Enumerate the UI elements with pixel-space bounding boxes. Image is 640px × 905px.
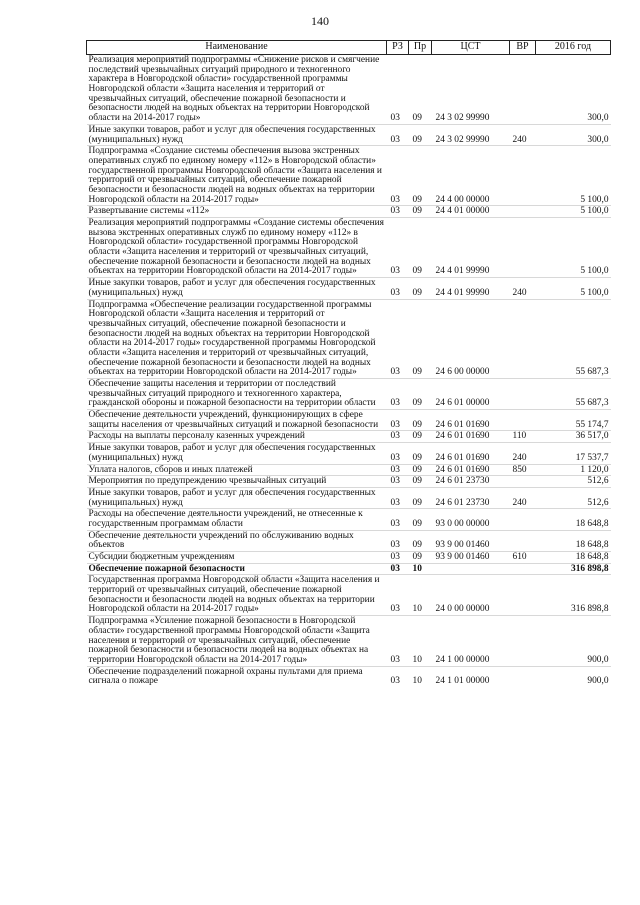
row-cst: 24 4 01 99990 [435,266,490,277]
row-vr: 110 [512,431,527,442]
row-pr: 09 [412,134,422,145]
row-amount: 5 100,0 [580,266,609,277]
row-rz: 03 [390,497,400,508]
table-row [87,55,611,125]
table-row [87,146,611,206]
row-name: Обеспечение подразделений пожарной охраны пультами для приема сигнала о пожаре [88,666,363,687]
row-pr: 10 [412,604,422,615]
row-pr: 09 [412,518,422,529]
row-pr: 10 [412,676,422,687]
row-pr: 09 [412,464,422,475]
row-amount: 5 100,0 [580,206,609,217]
row-cst: 24 6 01 01690 [435,464,490,475]
row-pr: 09 [412,206,422,217]
row-cst: 24 6 01 23730 [435,476,490,487]
row-name: Иные закупки товаров, работ и услуг для обеспечения государственных (муниципальных) нужд [88,278,376,298]
table-row [87,379,611,410]
row-cst: 24 4 01 99990 [435,287,490,298]
row-vr: 610 [512,552,527,562]
row-vr [510,146,536,206]
table-row [87,487,611,508]
row-rz: 03 [390,464,400,475]
row-rz: 03 [390,194,400,205]
row-rz: 03 [390,552,400,562]
row-name: Государственная программа Новгородской области «Защита населения и территорий от чрезвычайных ситуаций, обеспечение пожарной безопасности и безопасности людей на водных объектах на территории Новгородской области на 2014-2017 годы» [88,575,380,615]
row-rz: 03 [390,431,400,442]
row-vr [510,206,536,218]
row-rz: 03 [390,518,400,529]
row-vr: 240 [512,134,527,145]
row-amount: 316 898,8 [571,604,609,615]
row-vr [510,563,536,575]
table-row [87,616,611,666]
row-vr [510,299,536,379]
row-cst: 93 9 00 01460 [435,540,490,551]
table-row [87,443,611,464]
row-rz: 03 [390,367,400,378]
table-row [87,218,611,278]
row-amount: 55 687,3 [575,398,609,409]
row-vr [510,530,536,551]
row-name: Реализация мероприятий подпрограммы «Снижение рисков и смягчение последствий чрезвычайных ситуаций природного и техногенного характера в Новгородской области» государственной программы Новгородской области «Защита населения и территорий от чрезвычайных ситуаций, обеспечение пожарной безопасности и безопасности людей на водных объектах на территории Новгородской области на 2014-2017 годы» [88,55,380,124]
row-rz: 03 [390,287,400,298]
table-row [87,410,611,431]
row-rz: 03 [390,113,400,124]
row-cst: 24 3 02 99990 [435,134,490,145]
row-pr: 09 [412,266,422,277]
table-row [87,124,611,145]
table-row [87,476,611,488]
row-amount: 5 100,0 [580,287,609,298]
row-rz: 03 [390,654,400,665]
row-amount: 300,0 [587,134,609,145]
row-amount: 316 898,8 [571,563,609,574]
row-name: Подпрограмма «Создание системы обеспечения вызова экстренных оперативных служб по единому номеру «112» в Новгородской области» государственной программы Новгородской области «Защита населения и территорий от чрезвычайных ситуаций, обеспечение пожарной безопасности и безопасности людей на водных объектах на территории Новгородской области на 2014-2017 годы» [88,146,382,205]
page-number: 140 [311,14,329,28]
row-vr [510,218,536,278]
row-pr: 09 [412,540,422,551]
row-pr: 09 [412,552,422,562]
header-vr: ВР [510,41,536,55]
row-amount: 18 648,8 [575,540,609,551]
row-cst: 24 6 01 00000 [435,398,490,409]
row-vr [510,509,536,530]
row-amount: 18 648,8 [575,552,609,562]
table-row [87,278,611,299]
row-rz: 03 [390,266,400,277]
table-row [87,509,611,530]
row-amount: 5 100,0 [580,194,609,205]
header-cst: ЦСТ [432,41,510,55]
row-cst: 24 4 01 00000 [435,206,490,217]
row-name: Расходы на обеспечение деятельности учреждений, не отнесенные к государственным программам области [88,509,363,529]
row-name: Развертывание системы «112» [88,206,210,217]
row-rz: 03 [390,540,400,551]
row-cst [432,563,510,575]
row-amount: 36 517,0 [575,431,609,442]
row-cst: 24 6 00 00000 [435,367,490,378]
row-rz: 03 [390,604,400,615]
row-pr: 09 [412,113,422,124]
row-cst: 24 1 01 00000 [435,676,490,687]
row-amount: 55 174,7 [575,419,609,430]
row-cst: 93 0 00 00000 [435,518,490,529]
row-cst: 24 6 01 01690 [435,431,490,442]
row-vr [510,379,536,410]
row-cst: 24 6 01 01690 [435,452,490,463]
budget-table [86,40,611,687]
row-pr: 09 [412,419,422,430]
row-amount: 18 648,8 [575,518,609,529]
row-amount: 900,0 [587,676,609,687]
row-cst: 24 4 00 00000 [435,194,490,205]
row-pr: 09 [412,194,422,205]
row-name: Обеспечение пожарной безопасности [88,563,245,574]
row-rz: 03 [390,452,400,463]
row-pr: 09 [412,431,422,442]
row-name: Подпрограмма «Усиление пожарной безопасности в Новгородской области» государственной программы Новгородской области «Защита населения и территорий от чрезвычайных ситуаций, обеспечение пожарной безопасности и безопасности людей на водных объектах на территории Новгородской области на 2014-2017 годы» [88,616,370,665]
table-body [87,55,611,687]
row-pr: 09 [412,367,422,378]
row-amount: 512,6 [587,476,609,487]
table-row [87,464,611,476]
row-name: Реализация мероприятий подпрограммы «Создание системы обеспечения вызова экстренных оперативных служб по единому номеру «112» в Новгородской области» государственной программы Новгородской области «Защита населения и территорий от чрезвычайных ситуаций, обеспечение пожарной безопасности и безопасности людей на водных объектах на территории Новгородской области на 2014-2017 годы» [88,218,384,277]
row-name: Иные закупки товаров, работ и услуг для обеспечения государственных (муниципальных) нужд [88,487,376,508]
table-row [87,666,611,687]
header-rz: РЗ [387,41,409,55]
row-rz: 03 [390,476,400,487]
row-name: Обеспечение деятельности учреждений, функционирующих в сфере защиты населения от чрезвычайных ситуаций и пожарной безопасности [88,410,379,430]
row-amount: 900,0 [587,654,609,665]
row-name: Подпрограмма «Обеспечение реализации государственной программы Новгородской области «Защита населения и территорий от чрезвычайных ситуаций, обеспечение пожарной безопасности и безопасности людей на водных объектах на территории Новгородской области на 2014-2017 годы» государственной программы Новгородской области «Защита населения и территорий от чрезвычайных ситуаций, обеспечение пожарной безопасности и безопасности людей на водных объектах на территории Новгородской области на 2014-2017 годы» [88,299,376,378]
table-row [87,563,611,575]
row-pr: 09 [412,398,422,409]
row-cst: 24 1 00 00000 [435,654,490,665]
row-rz: 03 [390,419,400,430]
row-cst: 24 0 00 00000 [435,604,490,615]
row-vr: 240 [512,497,527,508]
row-pr: 09 [412,452,422,463]
table-row [87,552,611,564]
row-amount: 55 687,3 [575,367,609,378]
row-name: Субсидии бюджетным учреждениям [88,552,235,562]
row-vr: 240 [512,287,527,298]
row-pr: 09 [412,287,422,298]
row-name: Мероприятия по предупреждению чрезвычайных ситуаций [88,476,327,487]
row-vr [510,666,536,687]
header-name: Наименование [87,41,387,55]
row-vr [510,55,536,125]
row-vr: 240 [512,452,527,463]
row-pr: 10 [412,563,422,574]
table-row [87,575,611,616]
row-cst: 24 3 02 99990 [435,113,490,124]
row-name: Иные закупки товаров, работ и услуг для обеспечения государственных (муниципальных) нужд [88,124,376,145]
header-pr: Пр [409,41,432,55]
row-rz: 03 [390,563,400,574]
row-name: Обеспечение деятельности учреждений по обслуживанию водных объектов [88,530,354,551]
row-name: Обеспечение защиты населения и территории от последствий чрезвычайных ситуаций природного и техногенного характера, гражданской обороны и пожарной безопасности на территории области [88,379,376,409]
row-amount: 512,6 [587,497,609,508]
row-vr [510,476,536,488]
row-amount: 300,0 [587,113,609,124]
row-name: Расходы на выплаты персоналу казенных учреждений [88,431,305,442]
row-vr [510,616,536,666]
row-pr: 09 [412,476,422,487]
row-vr: 850 [512,464,527,475]
row-vr [510,575,536,616]
table-row [87,299,611,379]
row-rz: 03 [390,206,400,217]
row-cst: 93 9 00 01460 [435,552,490,562]
table-header-row [87,41,611,55]
row-name: Уплата налогов, сборов и иных платежей [88,464,253,475]
row-pr: 09 [412,497,422,508]
row-rz: 03 [390,398,400,409]
row-amount: 17 537,7 [575,452,609,463]
table-row [87,431,611,443]
row-vr [510,410,536,431]
row-amount: 1 120,0 [580,464,609,475]
row-name: Иные закупки товаров, работ и услуг для обеспечения государственных (муниципальных) нужд [88,443,376,463]
row-pr: 10 [412,654,422,665]
header-year: 2016 год [536,41,611,55]
table-row [87,530,611,551]
table-row [87,206,611,218]
row-rz: 03 [390,134,400,145]
row-cst: 24 6 01 23730 [435,497,490,508]
row-rz: 03 [390,676,400,687]
row-cst: 24 6 01 01690 [435,419,490,430]
